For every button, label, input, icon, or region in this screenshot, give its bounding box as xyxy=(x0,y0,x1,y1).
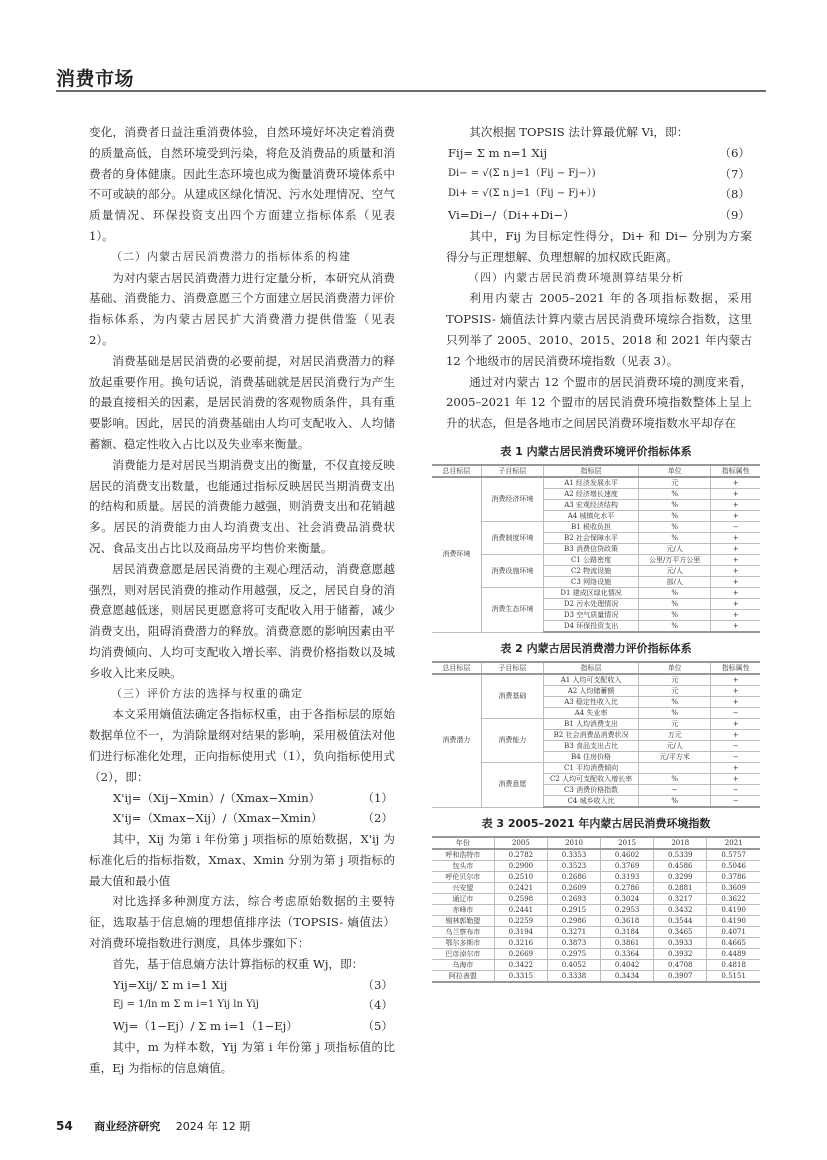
table3 xyxy=(432,836,760,983)
city-cell: 赤峰市 xyxy=(432,905,494,916)
left-column xyxy=(89,122,395,1079)
index-value-cell: 0.5046 xyxy=(707,861,760,872)
table-row xyxy=(432,763,760,774)
header-rule xyxy=(56,90,766,92)
indicator-cell: C1 平均消费倾向 xyxy=(544,763,639,774)
unit-cell: % xyxy=(639,708,711,719)
index-value-cell: 0.3315 xyxy=(494,971,547,983)
index-value-cell: 0.3618 xyxy=(601,916,654,927)
table-row xyxy=(432,905,760,916)
indicator-cell: A1 人均可支配收入 xyxy=(544,674,639,686)
sub-goal-cell: 消费基础 xyxy=(481,674,543,719)
index-value-cell: 0.2782 xyxy=(494,849,547,861)
table2-caption: 表 2 内蒙古居民消费潜力评价指标体系 xyxy=(500,642,692,655)
index-value-cell: 0.2259 xyxy=(494,916,547,927)
index-value-cell: 0.3364 xyxy=(601,949,654,960)
paragraph: 本文采用熵值法确定各指标权重，由于各指标层的原始数据单位不一，为消除量纲对结果的影响，采用极值法对他们进行标准化处理，正向指标使用式（1），负向指标使用式（2），即： xyxy=(89,707,395,784)
attribute-cell: + xyxy=(711,621,760,633)
index-value-cell: 0.4586 xyxy=(654,861,707,872)
indicator-cell: A4 失业率 xyxy=(544,708,639,719)
city-cell: 阿拉善盟 xyxy=(432,971,494,983)
goal-cell: 消费环境 xyxy=(432,477,481,632)
formula-number: （4） xyxy=(362,998,393,1013)
index-value-cell: 0.5757 xyxy=(707,849,760,861)
table2 xyxy=(432,661,760,808)
table-header-row xyxy=(432,837,760,849)
formula-text: Yij=Xij/ Σ m i=1 Xij xyxy=(113,977,228,992)
tables-area xyxy=(432,444,760,983)
indicator-cell: D3 空气质量情况 xyxy=(544,610,639,621)
index-value-cell: 0.4190 xyxy=(707,916,760,927)
city-cell: 通辽市 xyxy=(432,894,494,905)
column-header: 2005 xyxy=(494,837,547,849)
index-value-cell: 0.3193 xyxy=(601,872,654,883)
index-value-cell: 0.4665 xyxy=(707,938,760,949)
table-row xyxy=(432,971,760,983)
page-number: 54 xyxy=(56,1119,73,1133)
index-value-cell: 0.3271 xyxy=(547,927,600,938)
formula-number: （6） xyxy=(719,145,750,160)
attribute-cell: − xyxy=(711,522,760,533)
table-row xyxy=(432,861,760,872)
index-value-cell: 0.2915 xyxy=(547,905,600,916)
index-value-cell: 0.3932 xyxy=(654,949,707,960)
unit-cell: 元/人 xyxy=(639,741,711,752)
index-value-cell: 0.2986 xyxy=(547,916,600,927)
column-header: 指标层 xyxy=(544,662,639,674)
index-value-cell: 0.3024 xyxy=(601,894,654,905)
index-value-cell: 0.2786 xyxy=(601,883,654,894)
index-value-cell: 0.3465 xyxy=(654,927,707,938)
indicator-cell: B1 税收负担 xyxy=(544,522,639,533)
attribute-cell: + xyxy=(711,588,760,599)
column-header: 2021 xyxy=(707,837,760,849)
index-value-cell: 0.3217 xyxy=(654,894,707,905)
index-value-cell: 0.3353 xyxy=(547,849,600,861)
column-header: 2010 xyxy=(547,837,600,849)
index-value-cell: 0.3422 xyxy=(494,960,547,971)
indicator-cell: A4 城镇化水平 xyxy=(544,511,639,522)
attribute-cell: + xyxy=(711,730,760,741)
attribute-cell: + xyxy=(711,697,760,708)
table-row xyxy=(432,522,760,533)
index-value-cell: 0.4052 xyxy=(547,960,600,971)
indicator-cell: D2 污水处理情况 xyxy=(544,599,639,610)
table1-block xyxy=(432,444,760,633)
indicator-cell: B2 社会保障水平 xyxy=(544,533,639,544)
column-header: 总目标层 xyxy=(432,465,481,477)
attribute-cell: + xyxy=(711,763,760,774)
formula-9 xyxy=(446,205,752,226)
formula-1 xyxy=(89,788,395,809)
index-value-cell: 0.2881 xyxy=(654,883,707,894)
paragraph: 首先，基于信息熵方法计算指标的权重 Wj，即： xyxy=(112,956,364,971)
unit-cell: % xyxy=(639,610,711,621)
index-value-cell: 0.3786 xyxy=(707,872,760,883)
index-value-cell: 0.2953 xyxy=(601,905,654,916)
unit-cell: % xyxy=(639,774,711,785)
attribute-cell: + xyxy=(711,686,760,697)
paragraph: 对比选择多种测度方法，综合考虑原始数据的主要特征，选取基于信息熵的理想值排序法（TOPSIS- 熵值法）对消费环境指数进行测度，具体步骤如下： xyxy=(89,894,395,951)
column-header: 总目标层 xyxy=(432,662,481,674)
table-header-row xyxy=(432,465,760,477)
table-row xyxy=(432,927,760,938)
formula-text: X'ij=（Xmax−Xij）/（Xmax−Xmin） xyxy=(113,811,323,826)
indicator-cell: C2 物流设施 xyxy=(544,566,639,577)
index-value-cell: 0.4489 xyxy=(707,949,760,960)
attribute-cell: + xyxy=(711,544,760,555)
sub-goal-cell: 消费意愿 xyxy=(481,763,543,808)
indicator-cell: B1 人均消费支出 xyxy=(544,719,639,730)
paragraph: 其中，m 为样本数，Yij 为第 i 年份第 j 项指标值的比重，Ej 为指标的信息熵值。 xyxy=(89,1040,395,1075)
sub-goal-cell: 消费设施环境 xyxy=(481,555,543,588)
indicator-cell: B3 消费信贷政策 xyxy=(544,544,639,555)
attribute-cell: + xyxy=(711,511,760,522)
formula-number: （1） xyxy=(362,790,393,805)
table-row xyxy=(432,960,760,971)
attribute-cell: − xyxy=(711,796,760,808)
table-row xyxy=(432,949,760,960)
indicator-cell: C2 人均可支配收入增长率 xyxy=(544,774,639,785)
sub-goal-cell: 消费经济环境 xyxy=(481,477,543,522)
index-value-cell: 0.3338 xyxy=(547,971,600,983)
column-header: 年份 xyxy=(432,837,494,849)
index-value-cell: 0.4042 xyxy=(601,960,654,971)
unit-cell: % xyxy=(639,533,711,544)
index-value-cell: 0.3299 xyxy=(654,872,707,883)
paragraph: 消费能力是对居民当期消费支出的衡量，不仅直接反映居民的消费支出数量，也能通过指标反映居民当期消费支出的结构和质量。居民的消费能力越强，则消费支出和花销越多。居民的消费能力由人均消费支出、社会消费品消费状况、食品支出占比以及商品房平均售价来衡量。 xyxy=(89,457,395,555)
paragraph: 居民消费意愿是居民消费的主观心理活动，消费意愿越强烈，则对居民消费的推动作用越强，反之，居民自身的消费意愿越低迷，则居民更愿意将可支配收入用于储蓄，减少消费支出，阻碍消费潜力的释放。消费意愿的影响因素由平均消费倾向、人均可支配收入增长率、消费价格指数以及城乡收入比来反映。 xyxy=(89,561,395,680)
paragraph: 利用内蒙古 2005–2021 年的各项指标数据，采用 TOPSIS- 熵值法计算内蒙古居民消费环境综合指数，这里只列举了 2005、2010、2015、2018 和 2021 年内蒙古 12 个地级市的居民消费环境指数（见表 3）。 xyxy=(446,291,752,368)
table-row xyxy=(432,894,760,905)
unit-cell: % xyxy=(639,697,711,708)
formula-3 xyxy=(89,975,395,996)
unit-cell: % xyxy=(639,621,711,633)
indicator-cell: C3 消费价格指数 xyxy=(544,785,639,796)
attribute-cell: + xyxy=(711,500,760,511)
attribute-cell: − xyxy=(711,741,760,752)
formula-number: （3） xyxy=(362,977,393,992)
formula-8 xyxy=(446,184,752,205)
index-value-cell: 0.4190 xyxy=(707,905,760,916)
formula-6 xyxy=(446,143,752,164)
table1 xyxy=(432,464,760,633)
unit-cell: − xyxy=(639,785,711,796)
attribute-cell: − xyxy=(711,708,760,719)
attribute-cell: + xyxy=(711,674,760,686)
column-header: 单位 xyxy=(639,465,711,477)
formula-7 xyxy=(446,164,752,185)
unit-cell: % xyxy=(639,511,711,522)
indicator-cell: B4 住房价格 xyxy=(544,752,639,763)
subheading: （三）评价方法的选择与权重的确定 xyxy=(111,686,303,700)
table3-caption: 表 3 2005–2021 年内蒙古居民消费环境指数 xyxy=(481,817,711,830)
table2-block xyxy=(432,641,760,808)
goal-cell: 消费潜力 xyxy=(432,674,481,807)
column-header: 2015 xyxy=(601,837,654,849)
index-value-cell: 0.2598 xyxy=(494,894,547,905)
index-value-cell: 0.3432 xyxy=(654,905,707,916)
paragraph: 其中，Fij 为目标定性得分，Di+ 和 Di− 分别为方案得分与正理想解、负理想解的加权欧氏距离。 xyxy=(446,228,752,264)
unit-cell: % xyxy=(639,796,711,808)
formula-number: （9） xyxy=(719,208,750,223)
formula-text: Di− = √(Σ n j=1（Fij − Fj−）) xyxy=(448,167,596,179)
city-cell: 包头市 xyxy=(432,861,494,872)
table-row xyxy=(432,588,760,599)
formula-text: Fij= Σ m n=1 Xij xyxy=(448,145,548,160)
unit-cell: 部/人 xyxy=(639,577,711,588)
issue: 2024 年 12 期 xyxy=(175,1120,251,1133)
sub-goal-cell: 消费生态环境 xyxy=(481,588,543,633)
column-header: 单位 xyxy=(639,662,711,674)
table-row xyxy=(432,916,760,927)
table-row xyxy=(432,477,760,489)
index-value-cell: 0.2510 xyxy=(494,872,547,883)
index-value-cell: 0.3434 xyxy=(601,971,654,983)
indicator-cell: A3 稳定性收入比 xyxy=(544,697,639,708)
page-footer xyxy=(56,1118,250,1134)
paragraph: 为对内蒙古居民消费潜力进行定量分析，本研究从消费基础、消费能力、消费意愿三个方面建立居民消费潜力评价指标体系，为内蒙古居民扩大消费潜力提供借鉴（见表 2）。 xyxy=(89,270,395,347)
index-value-cell: 0.2421 xyxy=(494,883,547,894)
paragraph: 变化，消费者日益注重消费体验，自然环境好坏决定着消费的质量高低，自然环境受到污染，将危及消费品的质量和消费者的身体健康。因此生态环境也成为衡量消费环境体系中不可或缺的部分。从建成区绿化情况、污水处理情况、空气质量情况、环保投资支出四个方面建立指标体系（见表 1）。 xyxy=(89,125,395,243)
section-title: 消费市场 xyxy=(56,68,135,90)
paragraph: 通过对内蒙古 12 个盟市的居民消费环境的测度来看，2005–2021 年 12 个盟市的居民消费环境指数整体上呈上升的状态，但是各地市之间居民消费环境指数水平却存在 xyxy=(446,374,752,431)
unit-cell: 元 xyxy=(639,674,711,686)
column-header: 指标属性 xyxy=(711,465,760,477)
unit-cell: 元/人 xyxy=(639,566,711,577)
column-header: 指标层 xyxy=(544,465,639,477)
formula-text: Ej = 1/ln m Σ m i=1 Yij ln Yij xyxy=(113,999,259,1011)
formula-text: Wj=（1−Ej）/ Σ m i=1（1−Ej） xyxy=(113,1019,298,1034)
city-cell: 呼伦贝尔市 xyxy=(432,872,494,883)
unit-cell: 元 xyxy=(639,719,711,730)
unit-cell: % xyxy=(639,588,711,599)
index-value-cell: 0.5339 xyxy=(654,849,707,861)
index-value-cell: 0.3216 xyxy=(494,938,547,949)
unit-cell: 元/人 xyxy=(639,544,711,555)
attribute-cell: + xyxy=(711,566,760,577)
index-value-cell: 0.3544 xyxy=(654,916,707,927)
indicator-cell: C1 公路密度 xyxy=(544,555,639,566)
table-row xyxy=(432,555,760,566)
formula-text: X'ij=（Xij−Xmin）/（Xmax−Xmin） xyxy=(113,790,321,805)
table1-caption: 表 1 内蒙古居民消费环境评价指标体系 xyxy=(500,445,692,458)
table-row xyxy=(432,872,760,883)
unit-cell: 元 xyxy=(639,477,711,489)
column-header: 子目标层 xyxy=(481,465,543,477)
index-value-cell: 0.5151 xyxy=(707,971,760,983)
paragraph: 其中，Xij 为第 i 年份第 j 项指标的原始数据，X'ij 为标准化后的指标指数，Xmax、Xmin 分别为第 j 项指标的最大值和最小值 xyxy=(89,832,395,888)
city-cell: 巴彦淖尔市 xyxy=(432,949,494,960)
index-value-cell: 0.3609 xyxy=(707,883,760,894)
city-cell: 鄂尔多斯市 xyxy=(432,938,494,949)
subheading: （二）内蒙古居民消费潜力的指标体系的构建 xyxy=(111,249,351,263)
index-value-cell: 0.4708 xyxy=(654,960,707,971)
attribute-cell: + xyxy=(711,610,760,621)
attribute-cell: + xyxy=(711,719,760,730)
column-header: 子目标层 xyxy=(481,662,543,674)
index-value-cell: 0.2686 xyxy=(547,872,600,883)
index-value-cell: 0.4818 xyxy=(707,960,760,971)
index-value-cell: 0.3861 xyxy=(601,938,654,949)
subheading: （四）内蒙古居民消费环境测算结果分析 xyxy=(468,270,684,284)
attribute-cell: + xyxy=(711,477,760,489)
city-cell: 乌兰察布市 xyxy=(432,927,494,938)
index-value-cell: 0.2900 xyxy=(494,861,547,872)
unit-cell: % xyxy=(639,522,711,533)
indicator-cell: A1 经济发展水平 xyxy=(544,477,639,489)
index-value-cell: 0.3907 xyxy=(654,971,707,983)
unit-cell: % xyxy=(639,599,711,610)
unit-cell: 元/平方米 xyxy=(639,752,711,763)
formula-4 xyxy=(89,995,395,1016)
right-column xyxy=(446,122,752,434)
formula-text: Vi=Di−/（Di++Di−） xyxy=(448,208,575,223)
attribute-cell: − xyxy=(711,752,760,763)
paragraph: 消费基础是居民消费的必要前提，对居民消费潜力的释放起重要作用。换句话说，消费基础就是居民消费行为产生的最直接相关的因素，是居民消费的客观物质条件，具有重要影响。因此，居民的消费基础由人均可支配收入、人均储蓄额、稳定性收入占比以及失业率来衡量。 xyxy=(89,353,395,451)
index-value-cell: 0.3622 xyxy=(707,894,760,905)
attribute-cell: + xyxy=(711,599,760,610)
table-row xyxy=(432,674,760,686)
table-row xyxy=(432,938,760,949)
attribute-cell: + xyxy=(711,489,760,500)
index-value-cell: 0.2441 xyxy=(494,905,547,916)
attribute-cell: + xyxy=(711,577,760,588)
index-value-cell: 0.3194 xyxy=(494,927,547,938)
indicator-cell: C3 网络设施 xyxy=(544,577,639,588)
indicator-cell: C4 城乡收入比 xyxy=(544,796,639,808)
column-header: 指标属性 xyxy=(711,662,760,674)
index-value-cell: 0.2669 xyxy=(494,949,547,960)
indicator-cell: B2 社会消费品消费状况 xyxy=(544,730,639,741)
indicator-cell: A3 宏观经济结构 xyxy=(544,500,639,511)
table-header-row xyxy=(432,662,760,674)
indicator-cell: B3 食品支出占比 xyxy=(544,741,639,752)
column-header: 2018 xyxy=(654,837,707,849)
indicator-cell: A2 人均储蓄额 xyxy=(544,686,639,697)
sub-goal-cell: 消费制度环境 xyxy=(481,522,543,555)
paragraph: 其次根据 TOPSIS 法计算最优解 Vi，即： xyxy=(469,125,689,139)
city-cell: 乌海市 xyxy=(432,960,494,971)
index-value-cell: 0.2693 xyxy=(547,894,600,905)
indicator-cell: D1 建成区绿化情况 xyxy=(544,588,639,599)
unit-cell: % xyxy=(639,489,711,500)
attribute-cell: + xyxy=(711,555,760,566)
index-value-cell: 0.3769 xyxy=(601,861,654,872)
unit-cell: % xyxy=(639,500,711,511)
attribute-cell: + xyxy=(711,774,760,785)
formula-number: （2） xyxy=(362,811,393,826)
index-value-cell: 0.3873 xyxy=(547,938,600,949)
table-row xyxy=(432,883,760,894)
index-value-cell: 0.3933 xyxy=(654,938,707,949)
journal-name: 商业经济研究 xyxy=(94,1120,161,1133)
unit-cell: 公里/万平方公里 xyxy=(639,555,711,566)
index-value-cell: 0.4071 xyxy=(707,927,760,938)
unit-cell: 万元 xyxy=(639,730,711,741)
index-value-cell: 0.2609 xyxy=(547,883,600,894)
unit-cell xyxy=(639,763,711,774)
table3-block xyxy=(432,816,760,983)
index-value-cell: 0.3523 xyxy=(547,861,600,872)
formula-number: （8） xyxy=(719,187,750,202)
city-cell: 锡林郭勒盟 xyxy=(432,916,494,927)
index-value-cell: 0.4602 xyxy=(601,849,654,861)
indicator-cell: A2 经济增长速度 xyxy=(544,489,639,500)
city-cell: 呼和浩特市 xyxy=(432,849,494,861)
attribute-cell: + xyxy=(711,533,760,544)
table-row xyxy=(432,849,760,861)
unit-cell: 元 xyxy=(639,686,711,697)
formula-2 xyxy=(89,808,395,829)
city-cell: 兴安盟 xyxy=(432,883,494,894)
attribute-cell: − xyxy=(711,785,760,796)
sub-goal-cell: 消费能力 xyxy=(481,719,543,763)
table-row xyxy=(432,719,760,730)
formula-text: Di+ = √(Σ n j=1（Fij − Fj+）) xyxy=(448,188,596,200)
formula-number: （5） xyxy=(362,1019,393,1034)
index-value-cell: 0.2975 xyxy=(547,949,600,960)
formula-5 xyxy=(89,1016,395,1037)
formula-number: （7） xyxy=(719,166,750,181)
index-value-cell: 0.3184 xyxy=(601,927,654,938)
indicator-cell: D4 环保投资支出 xyxy=(544,621,639,633)
